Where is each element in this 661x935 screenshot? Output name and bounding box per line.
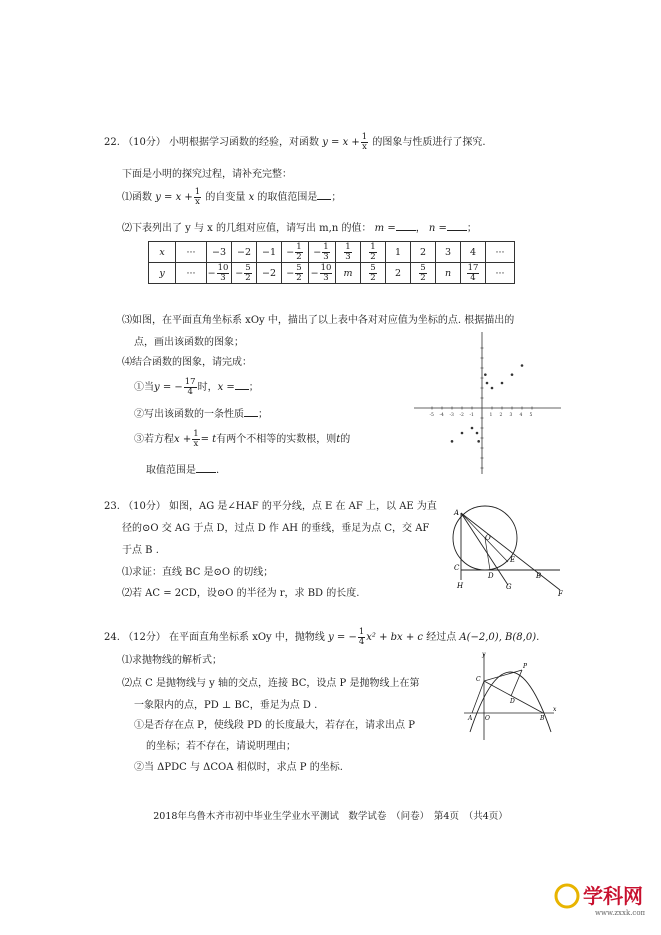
scatter-plot bbox=[410, 328, 565, 478]
table-cell: 4 bbox=[461, 242, 486, 263]
page-footer: 2018年乌鲁木齐市初中毕业生学业水平测试 数学试卷 （问卷） 第4页 （共4页） bbox=[153, 811, 508, 822]
q22-header: 22. （10分） 小明根据学习函数的经验，对函数 y = x + $\frac{1}{x}$ 的图象与性质进行了探究. bbox=[104, 132, 486, 152]
table-cell: 2 bbox=[411, 242, 436, 263]
answer-blank-m[interactable] bbox=[396, 221, 416, 231]
data-point bbox=[484, 373, 487, 376]
table-cell: $\frac{5}{2}$ bbox=[411, 263, 436, 284]
segment-bc bbox=[484, 681, 543, 713]
answer-blank-n[interactable] bbox=[447, 221, 467, 231]
q24-part2b: 一象限内的点，PD ⊥ BC，垂足为点 D . bbox=[134, 700, 318, 711]
label-b: B bbox=[540, 715, 545, 722]
logo-mark-icon bbox=[556, 885, 578, 907]
data-point bbox=[521, 364, 524, 367]
table-cell: ··· bbox=[176, 242, 207, 263]
table-cell: − $\frac{5}{2}$ bbox=[282, 263, 309, 284]
zxxk-logo bbox=[553, 878, 645, 921]
answer-blank[interactable] bbox=[244, 407, 258, 417]
q23-line2: 径的⊙O 交 AG 于点 D，过点 D 作 AH 的垂线，垂足为点 C，交 AF bbox=[122, 523, 430, 534]
x-tick-label: 5 bbox=[529, 413, 533, 418]
q23-line3: 于点 B . bbox=[122, 545, 159, 556]
label-y: y bbox=[482, 652, 486, 658]
data-point bbox=[471, 427, 474, 430]
table-row-y bbox=[149, 263, 515, 284]
q22-part3b: 点，画出该函数的图象； bbox=[134, 337, 244, 348]
q22-part4-1: ①当y = − $\frac{17}{4}$ 时，x = ； bbox=[134, 377, 259, 397]
table-cell: $\frac{17}{4}$ bbox=[461, 263, 486, 284]
answer-blank[interactable] bbox=[317, 190, 331, 200]
x-tick-label: 3 bbox=[509, 413, 513, 418]
table-cell: $\frac{5}{2}$ bbox=[361, 263, 386, 284]
q22-part1: ⑴函数 y = x + $\frac{1}{x}$ 的自变量 x 的取值范围是 ； bbox=[122, 187, 342, 207]
table-cell: 1 bbox=[386, 242, 411, 263]
label-o: O bbox=[485, 715, 490, 722]
data-point bbox=[451, 440, 454, 443]
segment-pc bbox=[484, 670, 522, 681]
table-cell: −2 bbox=[257, 263, 282, 284]
label-a: A bbox=[468, 715, 473, 722]
label-b: B bbox=[536, 572, 542, 580]
table-cell: $\frac{1}{2}$ bbox=[361, 242, 386, 263]
table-cell: m bbox=[336, 263, 361, 284]
line-af bbox=[461, 513, 560, 590]
q23-score: （10分） bbox=[123, 501, 166, 512]
table-cell: 2 bbox=[386, 263, 411, 284]
table-cell: − $\frac{1}{2}$ bbox=[282, 242, 309, 263]
label-c: C bbox=[476, 676, 481, 683]
q24-part1: ⑴求抛物线的解析式； bbox=[122, 655, 222, 666]
q22-number: 22. bbox=[104, 137, 120, 148]
table-row-x bbox=[149, 242, 515, 263]
q22-part4: ⑷结合函数的图象，请完成： bbox=[122, 357, 252, 368]
q22-part3a: ⑶如图，在平面直角坐标系 xOy 中，描出了以上表中各对对应值为坐标的点. 根据描出的 bbox=[122, 315, 515, 326]
table-cell: 3 bbox=[436, 242, 461, 263]
line-ag bbox=[461, 513, 508, 585]
table-cell: n bbox=[436, 263, 461, 284]
segment-ac bbox=[472, 681, 484, 713]
x-tick-label: -1 bbox=[469, 413, 474, 418]
table-cell: x bbox=[149, 242, 176, 263]
logo-text: 学科网 bbox=[583, 884, 643, 908]
label-a: A bbox=[454, 509, 460, 517]
table-cell: − $\frac{10}{3}$ bbox=[207, 263, 232, 284]
table-cell: ··· bbox=[486, 263, 515, 284]
data-point bbox=[501, 382, 504, 385]
frac-1-over-x: $\frac{1}{x}$ bbox=[361, 132, 368, 152]
x-tick-label: 4 bbox=[519, 413, 523, 418]
label-o: O bbox=[485, 534, 491, 542]
table-cell: −2 bbox=[232, 242, 257, 263]
q24-part2-1b: 的坐标；若不存在，请说明理由； bbox=[146, 741, 296, 752]
q23-line1: 23. （10分） 如图，AG 是∠HAF 的平分线，点 E 在 AF 上，以 AE 为直 bbox=[104, 501, 437, 512]
q23-geometry-figure bbox=[448, 498, 568, 598]
q22-score: （10分） bbox=[123, 137, 166, 148]
q24-line1: 24. （12分） 在平面直角坐标系 xOy 中，抛物线 y = − $\frac{1}{4}$ x² + bx + c 经过点 A(−2,0), B(8,0). bbox=[104, 627, 540, 647]
label-c: C bbox=[454, 564, 460, 572]
table-cell: y bbox=[149, 263, 176, 284]
q24-part2-2: ②当 ΔPDC 与 ΔCOA 相似时，求点 P 的坐标. bbox=[134, 762, 343, 773]
q24-part2a: ⑵点 C 是抛物线与 y 轴的交点，连接 BC，设点 P 是抛物线上在第 bbox=[122, 678, 420, 689]
q22-part4-2: ②写出该函数的一条性质 ； bbox=[134, 409, 268, 420]
q22-part2: ⑵下表列出了 y 与 x 的几组对应值，请写出 m,n 的值： m = ， n = ； bbox=[122, 223, 477, 234]
table-cell: − $\frac{5}{2}$ bbox=[232, 263, 257, 284]
table-cell: − $\frac{10}{3}$ bbox=[309, 263, 336, 284]
table-cell: $\frac{1}{3}$ bbox=[336, 242, 361, 263]
answer-blank[interactable] bbox=[235, 380, 249, 390]
values-table bbox=[148, 241, 515, 284]
data-point bbox=[477, 440, 480, 443]
label-d: D bbox=[488, 572, 494, 580]
table-cell: ··· bbox=[176, 263, 207, 284]
q24-part2-1a: ①是否存在点 P，使线段 PD 的长度最大，若存在，请求出点 P bbox=[134, 720, 415, 731]
x-tick-label: -5 bbox=[429, 413, 434, 418]
label-h: H bbox=[457, 582, 464, 590]
label-g: G bbox=[506, 583, 512, 591]
label-p: P bbox=[523, 663, 528, 670]
q24-score: （12分） bbox=[123, 632, 166, 643]
label-f: F bbox=[558, 590, 563, 598]
data-point bbox=[461, 432, 464, 435]
q22-part4-3: ③若方程x + $\frac{1}{x}$ = t有两个不相等的实数根，则t的 bbox=[134, 429, 351, 449]
q23-part2: ⑵若 AC = 2CD，设⊙O 的半径为 r，求 BD 的长度. bbox=[122, 588, 360, 599]
q23-number: 23. bbox=[104, 501, 120, 512]
data-point bbox=[491, 387, 494, 390]
label-d: D bbox=[510, 698, 515, 705]
data-point bbox=[511, 373, 514, 376]
table-cell: −1 bbox=[257, 242, 282, 263]
x-tick-label: 2 bbox=[499, 413, 503, 418]
label-x: x bbox=[553, 706, 557, 713]
table-cell: − $\frac{1}{3}$ bbox=[309, 242, 336, 263]
q22-part4-3b: 取值范围是 . bbox=[146, 465, 220, 476]
data-point bbox=[486, 382, 489, 385]
q22-line2: 下面是小明的探究过程，请补充完整： bbox=[122, 169, 292, 180]
x-tick-label: -4 bbox=[439, 413, 444, 418]
logo-url: www.zxxk.com bbox=[595, 909, 645, 917]
label-e: E bbox=[510, 556, 516, 564]
q24-number: 24. bbox=[104, 632, 120, 643]
x-tick-label: 1 bbox=[489, 413, 493, 418]
data-point bbox=[476, 432, 479, 435]
table-cell: ··· bbox=[486, 242, 515, 263]
answer-blank[interactable] bbox=[196, 463, 216, 473]
table-cell: −3 bbox=[207, 242, 232, 263]
x-tick-label: -2 bbox=[459, 413, 464, 418]
q23-part1: ⑴求证：直线 BC 是⊙O 的切线； bbox=[122, 567, 274, 578]
q24-parabola-figure bbox=[458, 652, 558, 742]
x-tick-label: -3 bbox=[449, 413, 454, 418]
